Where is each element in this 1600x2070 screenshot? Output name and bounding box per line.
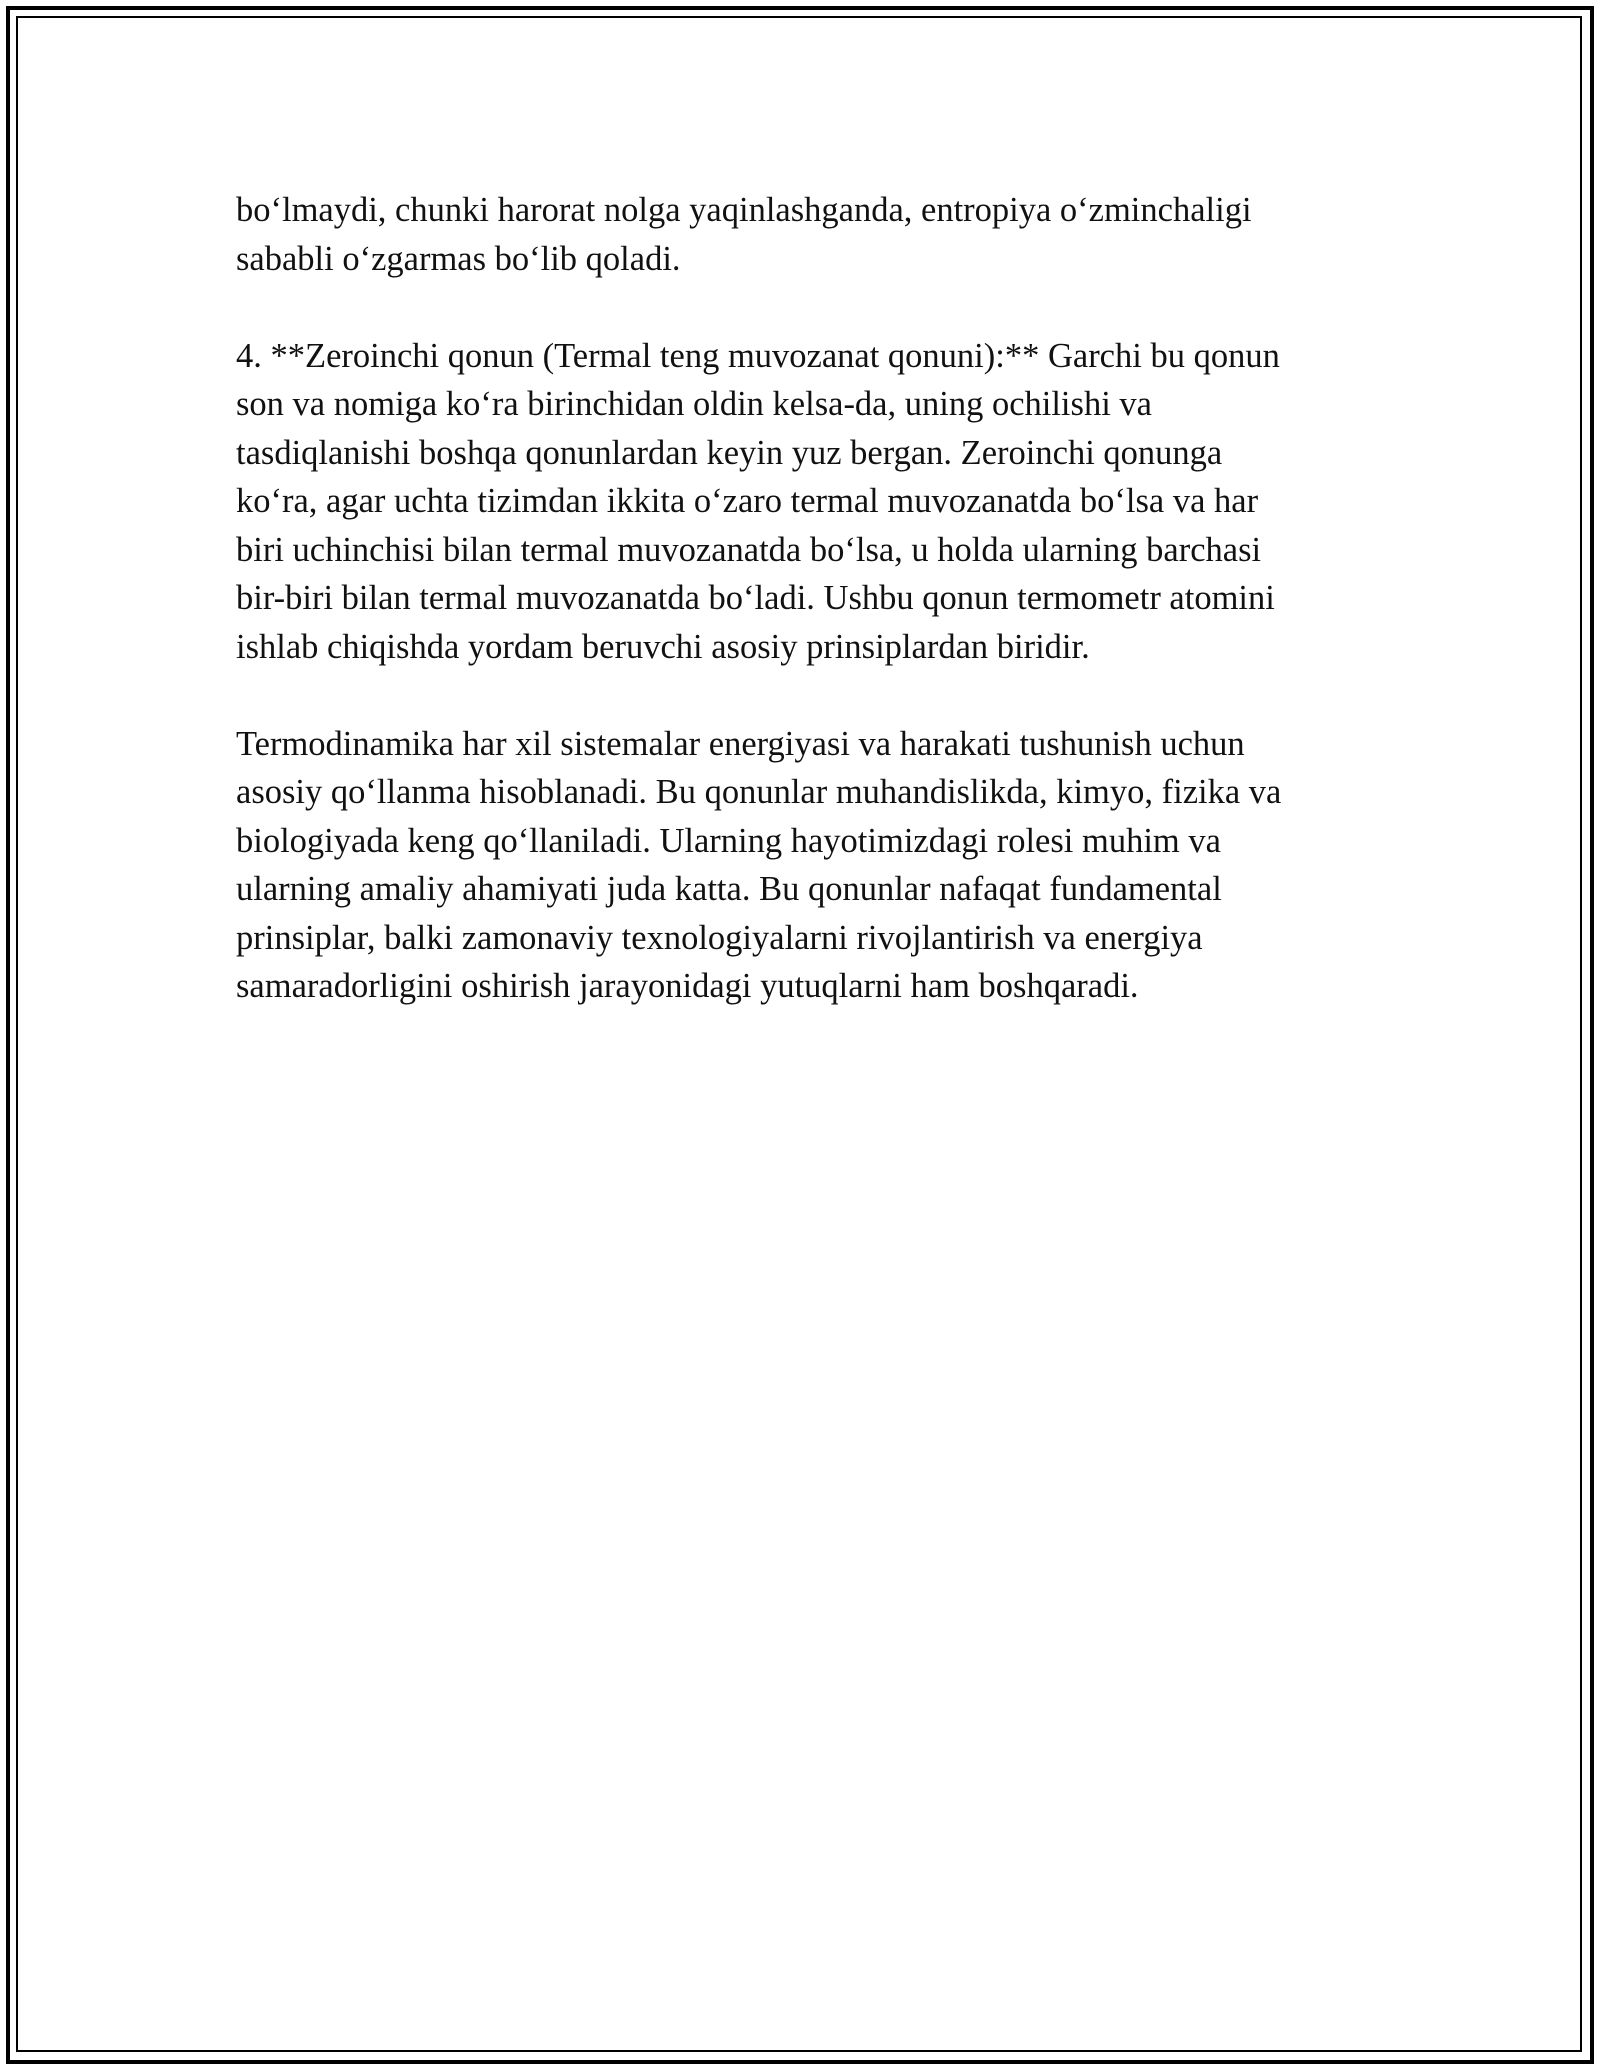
text-line: 4. **Zeroinchi qonun (Termal teng muvozanat qonuni):** Garchi bu qonun [236,336,1280,375]
text-line: bo‘lmaydi, chunki harorat nolga yaqinlashganda, entropiya o‘zminchaligi [236,191,1252,229]
text-line: ularning amaliy ahamiyati juda katta. Bu qonunlar nafaqat fundamental [236,870,1222,908]
text-line: ko‘ra, agar uchta tizimdan ikkita o‘zaro termal muvozanatda bo‘lsa va har [236,482,1259,520]
text-line: prinsiplar, balki zamonaviy texnologiyalarni rivojlantirish va energiya [236,918,1203,957]
text-line: samaradorligini oshirish jarayonidagi yutuqlarni ham boshqaradi. [236,967,1139,1005]
text-line: biologiyada keng qo‘llaniladi. Ularning hayotimizdagi rolesi muhim va [236,821,1221,860]
text-line: son va nomiga ko‘ra birinchidan oldin kelsa-da, uning ochilishi va [236,385,1152,423]
text-line: ishlab chiqishda yordam beruvchi asosiy prinsiplardan biridir. [236,627,1090,666]
text-line: asosiy qo‘llanma hisoblanadi. Bu qonunlar muhandislikda, kimyo, fizika va [236,773,1282,811]
text-line: sababli o‘zgarmas bo‘lib qoladi. [236,239,681,278]
text-line: tasdiqlanishi boshqa qonunlardan keyin yuz bergan. Zeroinchi qonunga [236,433,1223,472]
document-body [236,186,1356,1011]
text-line: bir-biri bilan termal muvozanatda bo‘ladi. Ushbu qonun termometr atomini [236,579,1275,617]
text-line: Termodinamika har xil sistemalar energiyasi va harakati tushunish uchun [236,724,1245,763]
paragraph-spacing [236,671,1356,720]
paragraph-spacing [236,283,1356,332]
text-line: biri uchinchisi bilan termal muvozanatda bo‘lsa, u holda ularning barchasi [236,530,1262,569]
paragraph-conclusion [236,720,1356,1011]
paragraph-zeroth-law [236,332,1356,672]
paragraph-continuation [236,186,1356,283]
